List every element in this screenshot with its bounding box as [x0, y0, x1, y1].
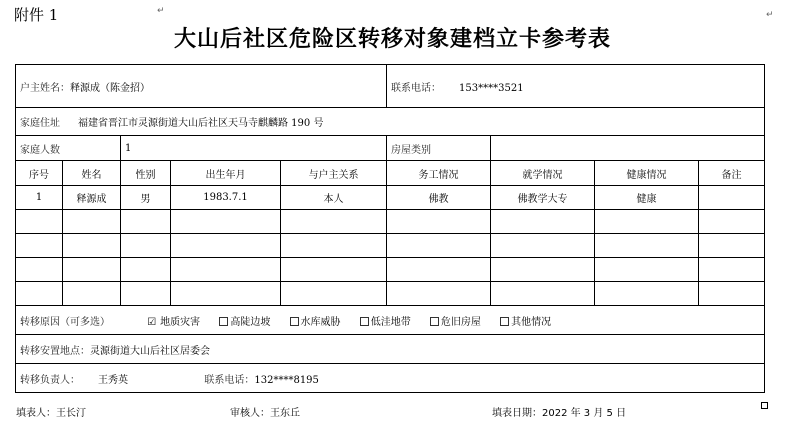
- household-head-value: 释源成（陈金招）: [70, 82, 150, 94]
- column-header-row: [16, 161, 765, 186]
- column-header: 健康情况: [595, 161, 699, 186]
- empty-row: [16, 258, 765, 282]
- reviewed-by: 审核人：王东丘: [230, 408, 300, 419]
- empty-row: [16, 282, 765, 306]
- row-cell: 健康: [595, 186, 699, 210]
- checkbox-icon: [500, 317, 509, 326]
- page-title: 大山后社区危险区转移对象建档立卡参考表: [173, 26, 611, 52]
- empty-row: [16, 234, 765, 258]
- table-row: [16, 186, 765, 210]
- house-type-label-cell: [387, 136, 491, 161]
- row-cell: 本人: [281, 186, 387, 210]
- column-header: 就学情况: [491, 161, 595, 186]
- reason-steep-slope[interactable]: 高陡边坡: [219, 317, 270, 328]
- column-header: 姓名: [63, 161, 121, 186]
- household-head-label: 户主姓名：: [20, 82, 70, 94]
- row-cell: 释源成: [63, 186, 121, 210]
- transfer-person-cell: [16, 364, 765, 393]
- members-label-cell: [16, 136, 121, 161]
- transfer-person-label: 转移负责人：: [20, 374, 80, 386]
- transfer-phone-label: 联系电话：: [204, 374, 255, 386]
- table-corner-handle[interactable]: [761, 402, 768, 409]
- column-header: 备注: [699, 161, 765, 186]
- fill-date: 填表日期：2022 年 3 月 5 日: [492, 408, 627, 419]
- reason-reservoir-threat[interactable]: 水库威胁: [290, 317, 341, 328]
- household-head-cell: [16, 65, 387, 108]
- checkbox-icon: [290, 317, 299, 326]
- transfer-phone-value: 132****8195: [254, 374, 319, 386]
- transfer-person-value: 王秀英: [98, 374, 128, 386]
- members-label: 家庭人数: [20, 144, 60, 156]
- row-cell: 1: [16, 186, 63, 210]
- house-type-value-cell: [491, 136, 765, 161]
- household-phone-label: 联系电话：: [391, 82, 442, 94]
- row-cell: 1983.7.1: [171, 186, 281, 210]
- filled-by: 填表人：王长汀: [16, 408, 86, 419]
- checkbox-icon: [360, 317, 369, 326]
- transfer-reason-cell: [16, 306, 765, 335]
- checkbox-icon: [219, 317, 228, 326]
- address-cell: [16, 108, 765, 136]
- column-header: 性别: [121, 161, 171, 186]
- attachment-label: 附件 1: [14, 6, 59, 24]
- row-cell: 佛教: [387, 186, 491, 210]
- reason-geological-hazard[interactable]: ☑ 地质灾害: [147, 316, 201, 328]
- checkbox-icon: [430, 317, 439, 326]
- household-phone-value: 153****3521: [459, 82, 524, 94]
- column-header: 序号: [16, 161, 63, 186]
- transfer-place-cell: [16, 335, 765, 364]
- checked-box-icon: ☑: [147, 316, 157, 328]
- column-header: 与户主关系: [281, 161, 387, 186]
- transfer-place-value: 灵源街道大山后社区居委会: [90, 345, 210, 357]
- empty-row: [16, 210, 765, 234]
- transfer-place-label: 转移安置地点：: [20, 345, 90, 357]
- reason-low-lying-area[interactable]: 低洼地带: [360, 317, 411, 328]
- transfer-reason-label: 转移原因（可多选）: [20, 316, 110, 328]
- address-value: 福建省晋江市灵源街道大山后社区天马寺麒麟路 190 号: [78, 118, 324, 129]
- column-header: 务工情况: [387, 161, 491, 186]
- column-header: 出生年月: [171, 161, 281, 186]
- row-cell: 男: [121, 186, 171, 210]
- reason-dilapidated-house[interactable]: 危旧房屋: [430, 317, 481, 328]
- house-type-label: 房屋类别: [391, 144, 432, 156]
- reason-other[interactable]: 其他情况: [500, 317, 551, 328]
- row-cell: [699, 186, 765, 210]
- members-value: 1: [125, 142, 132, 154]
- address-label: 家庭住址: [20, 118, 60, 129]
- household-phone-cell: [387, 65, 765, 108]
- paragraph-mark-icon: ↵: [766, 10, 774, 20]
- registration-table: [15, 64, 765, 393]
- members-value-cell: [121, 136, 387, 161]
- paragraph-mark-icon: ↵: [157, 6, 165, 16]
- row-cell: 佛教学大专: [491, 186, 595, 210]
